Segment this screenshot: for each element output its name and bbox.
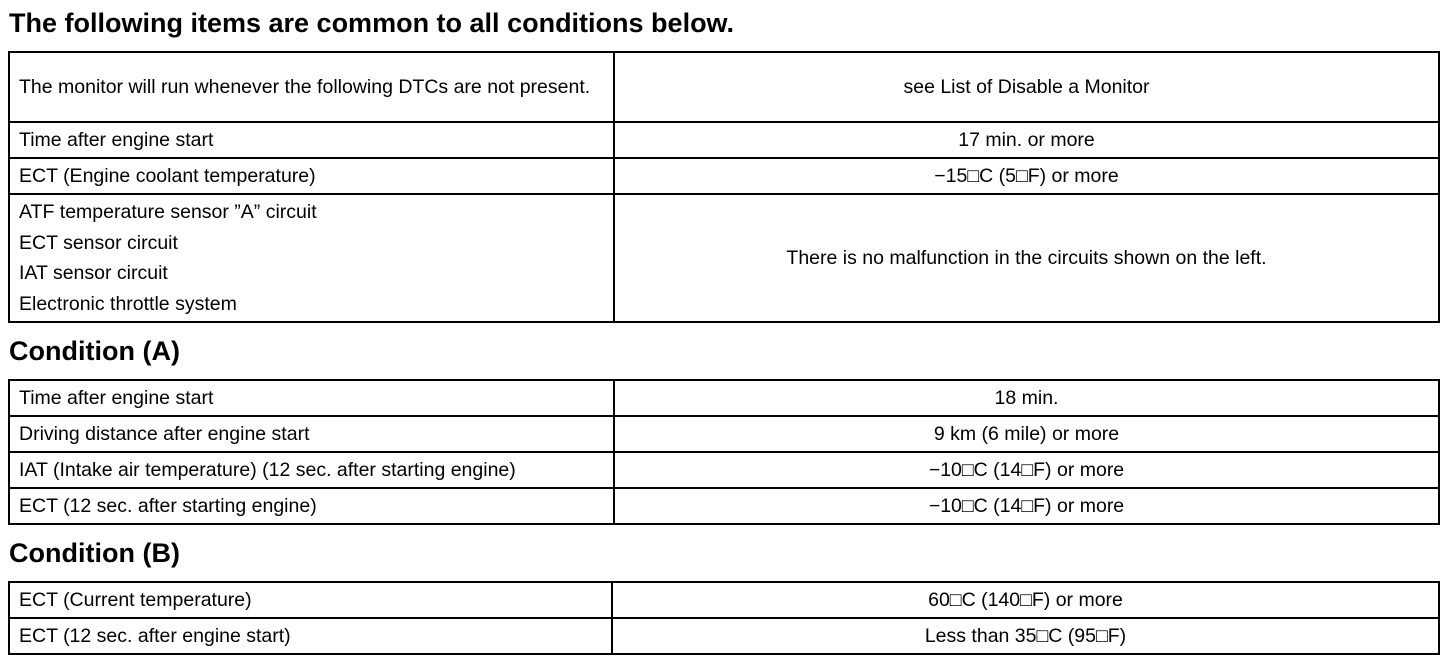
condition-b-heading: Condition (B) [9,538,180,568]
condition-value: 9 km (6 mile) or more [614,416,1439,452]
condition-value: There is no malfunction in the circuits shown on the left. [614,194,1439,322]
circuit-item-throttle-system: Electronic throttle system [19,292,237,315]
common-conditions-table [8,51,1440,323]
condition-a-table [8,379,1440,525]
condition-value: −15□C (5□F) or more [614,158,1439,194]
condition-label: Driving distance after engine start [9,416,614,452]
condition-value: 60□C (140□F) or more [612,582,1439,618]
table-row [9,452,1439,488]
condition-label: ECT (Engine coolant temperature) [9,158,614,194]
condition-label: ECT (12 sec. after engine start) [9,618,612,654]
condition-label: ECT (12 sec. after starting engine) [9,488,614,524]
table-row [9,416,1439,452]
condition-value: Less than 35□C (95□F) [612,618,1439,654]
table-row [9,122,1439,158]
circuit-list-cell [9,194,614,322]
condition-value: 18 min. [614,380,1439,416]
condition-value: −10□C (14□F) or more [614,452,1439,488]
table-row [9,158,1439,194]
condition-a-heading: Condition (A) [9,336,180,366]
table-row [9,52,1439,122]
condition-label: IAT (Intake air temperature) (12 sec. after starting engine) [9,452,614,488]
condition-label: Time after engine start [9,122,614,158]
table-row [9,380,1439,416]
circuit-item-ect-sensor: ECT sensor circuit [19,231,178,254]
table-row [9,582,1439,618]
common-items-heading: The following items are common to all conditions below. [9,8,735,38]
circuit-item-atf-sensor: ATF temperature sensor ”A” circuit [19,201,317,223]
condition-value: −10□C (14□F) or more [614,488,1439,524]
table-row [9,618,1439,654]
condition-value: see List of Disable a Monitor [614,52,1439,122]
condition-value: 17 min. or more [614,122,1439,158]
table-row [9,194,1439,322]
condition-label: Time after engine start [9,380,614,416]
condition-label: The monitor will run whenever the following DTCs are not present. [9,52,614,122]
circuit-item-iat-sensor: IAT sensor circuit [19,262,168,284]
condition-b-table [8,581,1440,655]
table-row [9,488,1439,524]
condition-label: ECT (Current temperature) [9,582,612,618]
